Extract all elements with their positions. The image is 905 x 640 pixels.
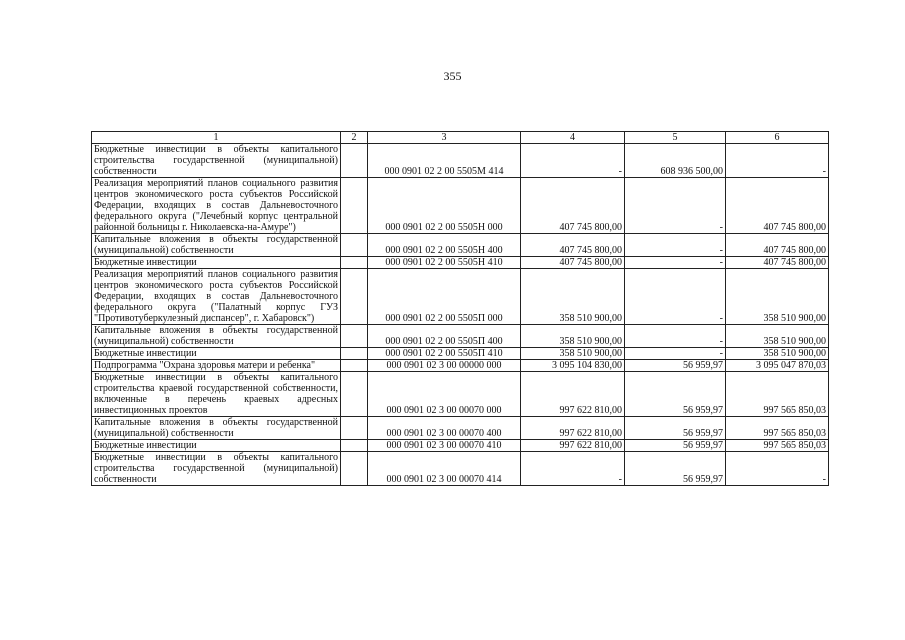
row-name: Капитальные вложения в объекты государственной (муниципальной) собственности — [92, 325, 341, 348]
row-code: 000 0901 02 3 00 00070 400 — [368, 417, 521, 440]
row-col4: 997 622 810,00 — [521, 372, 625, 417]
table-row — [92, 144, 829, 178]
row-col6: 3 095 047 870,03 — [726, 360, 829, 372]
row-col4: 3 095 104 830,00 — [521, 360, 625, 372]
column-header: 5 — [625, 132, 726, 144]
row-code: 000 0901 02 3 00 00070 000 — [368, 372, 521, 417]
row-section — [341, 348, 368, 360]
row-name: Реализация мероприятий планов социального развития центров экономического роста субъектов Российской Федерации, входящих в состав Дальневосточного федерального округа ("Лечебный корпус центральной районной больницы г. Николаевска-на-Амуре") — [92, 178, 341, 234]
column-header: 2 — [341, 132, 368, 144]
table-row — [92, 269, 829, 325]
row-name: Реализация мероприятий планов социального развития центров экономического роста субъектов Российской Федерации, входящих в состав Дальневосточного федерального округа ("Палатный корпус ГУЗ "Противотуберкулезный диспансер", г. Хабаровск") — [92, 269, 341, 325]
row-col5: - — [625, 178, 726, 234]
table-header-row — [92, 132, 829, 144]
row-section — [341, 144, 368, 178]
row-code: 000 0901 02 2 00 5505М 414 — [368, 144, 521, 178]
row-col4: 358 510 900,00 — [521, 348, 625, 360]
row-col6: - — [726, 144, 829, 178]
row-col4: - — [521, 144, 625, 178]
row-code: 000 0901 02 3 00 00070 414 — [368, 452, 521, 486]
row-code: 000 0901 02 2 00 5505Н 400 — [368, 234, 521, 257]
row-name: Бюджетные инвестиции — [92, 257, 341, 269]
row-code: 000 0901 02 2 00 5505П 400 — [368, 325, 521, 348]
row-col6: - — [726, 452, 829, 486]
row-col6: 997 565 850,03 — [726, 417, 829, 440]
row-col4: 407 745 800,00 — [521, 234, 625, 257]
budget-table — [91, 131, 829, 486]
row-code: 000 0901 02 3 00 00000 000 — [368, 360, 521, 372]
row-col5: 56 959,97 — [625, 360, 726, 372]
column-header: 1 — [92, 132, 341, 144]
row-col4: 997 622 810,00 — [521, 440, 625, 452]
row-col6: 407 745 800,00 — [726, 234, 829, 257]
column-header: 6 — [726, 132, 829, 144]
row-section — [341, 178, 368, 234]
column-header: 4 — [521, 132, 625, 144]
row-col4: 407 745 800,00 — [521, 257, 625, 269]
row-col4: 358 510 900,00 — [521, 269, 625, 325]
row-code: 000 0901 02 2 00 5505П 000 — [368, 269, 521, 325]
row-code: 000 0901 02 2 00 5505П 410 — [368, 348, 521, 360]
row-section — [341, 269, 368, 325]
row-col6: 407 745 800,00 — [726, 257, 829, 269]
row-section — [341, 372, 368, 417]
table-row — [92, 440, 829, 452]
row-col5: 608 936 500,00 — [625, 144, 726, 178]
table-row — [92, 257, 829, 269]
row-name: Бюджетные инвестиции в объекты капитального строительства государственной (муниципальной) собственности — [92, 144, 341, 178]
row-name: Бюджетные инвестиции в объекты капитального строительства государственной (муниципальной) собственности — [92, 452, 341, 486]
row-name: Бюджетные инвестиции — [92, 440, 341, 452]
row-col4: 407 745 800,00 — [521, 178, 625, 234]
row-col4: 358 510 900,00 — [521, 325, 625, 348]
row-col6: 358 510 900,00 — [726, 269, 829, 325]
row-col5: - — [625, 348, 726, 360]
column-header: 3 — [368, 132, 521, 144]
table-row — [92, 178, 829, 234]
row-code: 000 0901 02 3 00 00070 410 — [368, 440, 521, 452]
row-col4: 997 622 810,00 — [521, 417, 625, 440]
row-col5: - — [625, 269, 726, 325]
table-row — [92, 348, 829, 360]
row-code: 000 0901 02 2 00 5505Н 410 — [368, 257, 521, 269]
row-name: Бюджетные инвестиции — [92, 348, 341, 360]
page-number: 355 — [443, 69, 462, 83]
row-section — [341, 417, 368, 440]
row-name: Капитальные вложения в объекты государственной (муниципальной) собственности — [92, 417, 341, 440]
row-col6: 358 510 900,00 — [726, 348, 829, 360]
row-name: Подпрограмма "Охрана здоровья матери и ребенка" — [92, 360, 341, 372]
row-section — [341, 440, 368, 452]
table-row — [92, 372, 829, 417]
row-col6: 358 510 900,00 — [726, 325, 829, 348]
row-col6: 997 565 850,03 — [726, 372, 829, 417]
row-col5: - — [625, 257, 726, 269]
row-name: Бюджетные инвестиции в объекты капитального строительства краевой государственной собственности, включенные в перечень краевых адресных инвестиционных проектов — [92, 372, 341, 417]
row-col5: - — [625, 234, 726, 257]
row-section — [341, 360, 368, 372]
row-col6: 407 745 800,00 — [726, 178, 829, 234]
row-col5: 56 959,97 — [625, 452, 726, 486]
table-row — [92, 360, 829, 372]
row-col5: 56 959,97 — [625, 372, 726, 417]
row-col5: 56 959,97 — [625, 417, 726, 440]
table-row — [92, 417, 829, 440]
table-row — [92, 234, 829, 257]
row-section — [341, 325, 368, 348]
row-section — [341, 234, 368, 257]
table-row — [92, 452, 829, 486]
row-code: 000 0901 02 2 00 5505Н 000 — [368, 178, 521, 234]
row-section — [341, 257, 368, 269]
row-name: Капитальные вложения в объекты государственной (муниципальной) собственности — [92, 234, 341, 257]
row-col5: 56 959,97 — [625, 440, 726, 452]
row-col5: - — [625, 325, 726, 348]
row-col6: 997 565 850,03 — [726, 440, 829, 452]
row-col4: - — [521, 452, 625, 486]
table-row — [92, 325, 829, 348]
row-section — [341, 452, 368, 486]
